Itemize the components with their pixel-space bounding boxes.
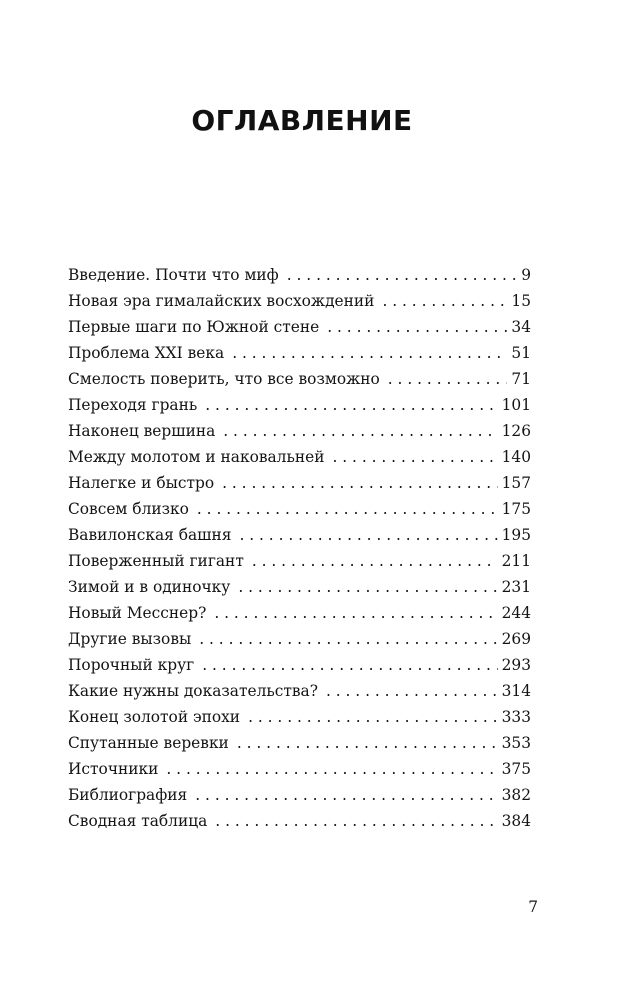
toc-entry — [68, 366, 531, 392]
table-of-contents — [68, 262, 531, 834]
toc-entry-page: 9 — [521, 266, 531, 284]
toc-entry — [68, 548, 531, 574]
toc-dot-leader — [248, 704, 498, 730]
toc-entry — [68, 262, 531, 288]
page-number: 7 — [528, 898, 538, 916]
toc-dot-leader — [205, 392, 497, 418]
toc-dot-leader — [223, 418, 497, 444]
toc-entry-page: 211 — [501, 552, 531, 570]
toc-entry — [68, 444, 531, 470]
toc-entry-title: Зимой и в одиночку — [68, 578, 231, 596]
toc-entry-title: Сводная таблица — [68, 812, 208, 830]
toc-entry-title: Между молотом и наковальней — [68, 448, 325, 466]
toc-entry-page: 140 — [501, 448, 531, 466]
toc-entry-page: 126 — [501, 422, 531, 440]
toc-entry-title: Проблема XXI века — [68, 344, 225, 362]
toc-entry-page: 195 — [501, 526, 531, 544]
toc-dot-leader — [332, 444, 497, 470]
toc-entry-page: 269 — [501, 630, 531, 648]
toc-entry-page: 51 — [511, 344, 531, 362]
toc-entry-title: Библиография — [68, 786, 188, 804]
toc-dot-leader — [232, 340, 507, 366]
toc-entry-title: Спутанные веревки — [68, 734, 229, 752]
toc-entry-title: Налегке и быстро — [68, 474, 215, 492]
toc-dot-leader — [202, 652, 497, 678]
toc-dot-leader — [238, 574, 497, 600]
toc-entry — [68, 652, 531, 678]
toc-entry-page: 382 — [501, 786, 531, 804]
toc-dot-leader — [199, 626, 497, 652]
toc-entry-page: 15 — [511, 292, 531, 310]
toc-entry — [68, 600, 531, 626]
toc-entry-title: Переходя грань — [68, 396, 198, 414]
toc-entry — [68, 522, 531, 548]
toc-dot-leader — [382, 288, 507, 314]
toc-entry-page: 71 — [511, 370, 531, 388]
toc-dot-leader — [326, 678, 498, 704]
toc-entry — [68, 340, 531, 366]
toc-entry — [68, 626, 531, 652]
toc-entry — [68, 678, 531, 704]
page-title: ОГЛАВЛЕНИЕ — [191, 104, 413, 137]
toc-dot-leader — [222, 470, 498, 496]
toc-dot-leader — [252, 548, 498, 574]
toc-entry-title: Смелость поверить, что все возможно — [68, 370, 380, 388]
toc-entry — [68, 392, 531, 418]
toc-entry-title: Первые шаги по Южной стене — [68, 318, 320, 336]
toc-entry-page: 353 — [501, 734, 531, 752]
toc-entry-title: Какие нужны доказательства? — [68, 682, 318, 700]
toc-entry-page: 157 — [501, 474, 531, 492]
toc-entry-title: Новая эра гималайских восхождений — [68, 292, 375, 310]
toc-entry — [68, 808, 531, 834]
toc-entry-title: Совсем близко — [68, 500, 189, 518]
toc-entry-title: Новый Месснер? — [68, 604, 207, 622]
toc-dot-leader — [388, 366, 508, 392]
toc-dot-leader — [215, 808, 497, 834]
toc-dot-leader — [237, 730, 498, 756]
toc-entry-title: Вавилонская башня — [68, 526, 232, 544]
toc-entry-page: 384 — [501, 812, 531, 830]
toc-entry-page: 101 — [501, 396, 531, 414]
toc-entry — [68, 704, 531, 730]
toc-entry-title: Конец золотой эпохи — [68, 708, 241, 726]
toc-entry-page: 314 — [501, 682, 531, 700]
toc-entry-title: Наконец вершина — [68, 422, 216, 440]
toc-entry — [68, 418, 531, 444]
toc-entry-title: Поверженный гигант — [68, 552, 244, 570]
toc-dot-leader — [327, 314, 507, 340]
toc-entry-page: 175 — [501, 500, 531, 518]
toc-entry-title: Порочный круг — [68, 656, 195, 674]
toc-entry — [68, 470, 531, 496]
toc-entry — [68, 574, 531, 600]
toc-entry — [68, 782, 531, 808]
toc-entry-page: 34 — [511, 318, 531, 336]
toc-dot-leader — [287, 262, 517, 288]
toc-dot-leader — [195, 782, 497, 808]
toc-entry — [68, 756, 531, 782]
toc-entry-page: 375 — [501, 760, 531, 778]
toc-entry-page: 293 — [501, 656, 531, 674]
toc-entry-title: Введение. Почти что миф — [68, 266, 279, 284]
toc-entry — [68, 288, 531, 314]
toc-dot-leader — [214, 600, 497, 626]
toc-entry — [68, 314, 531, 340]
toc-dot-leader — [239, 522, 497, 548]
toc-entry-title: Источники — [68, 760, 159, 778]
toc-entry — [68, 496, 531, 522]
toc-dot-leader — [197, 496, 498, 522]
toc-entry-page: 244 — [501, 604, 531, 622]
toc-dot-leader — [166, 756, 497, 782]
toc-entry-page: 231 — [501, 578, 531, 596]
toc-entry — [68, 730, 531, 756]
toc-entry-title: Другие вызовы — [68, 630, 192, 648]
toc-entry-page: 333 — [501, 708, 531, 726]
